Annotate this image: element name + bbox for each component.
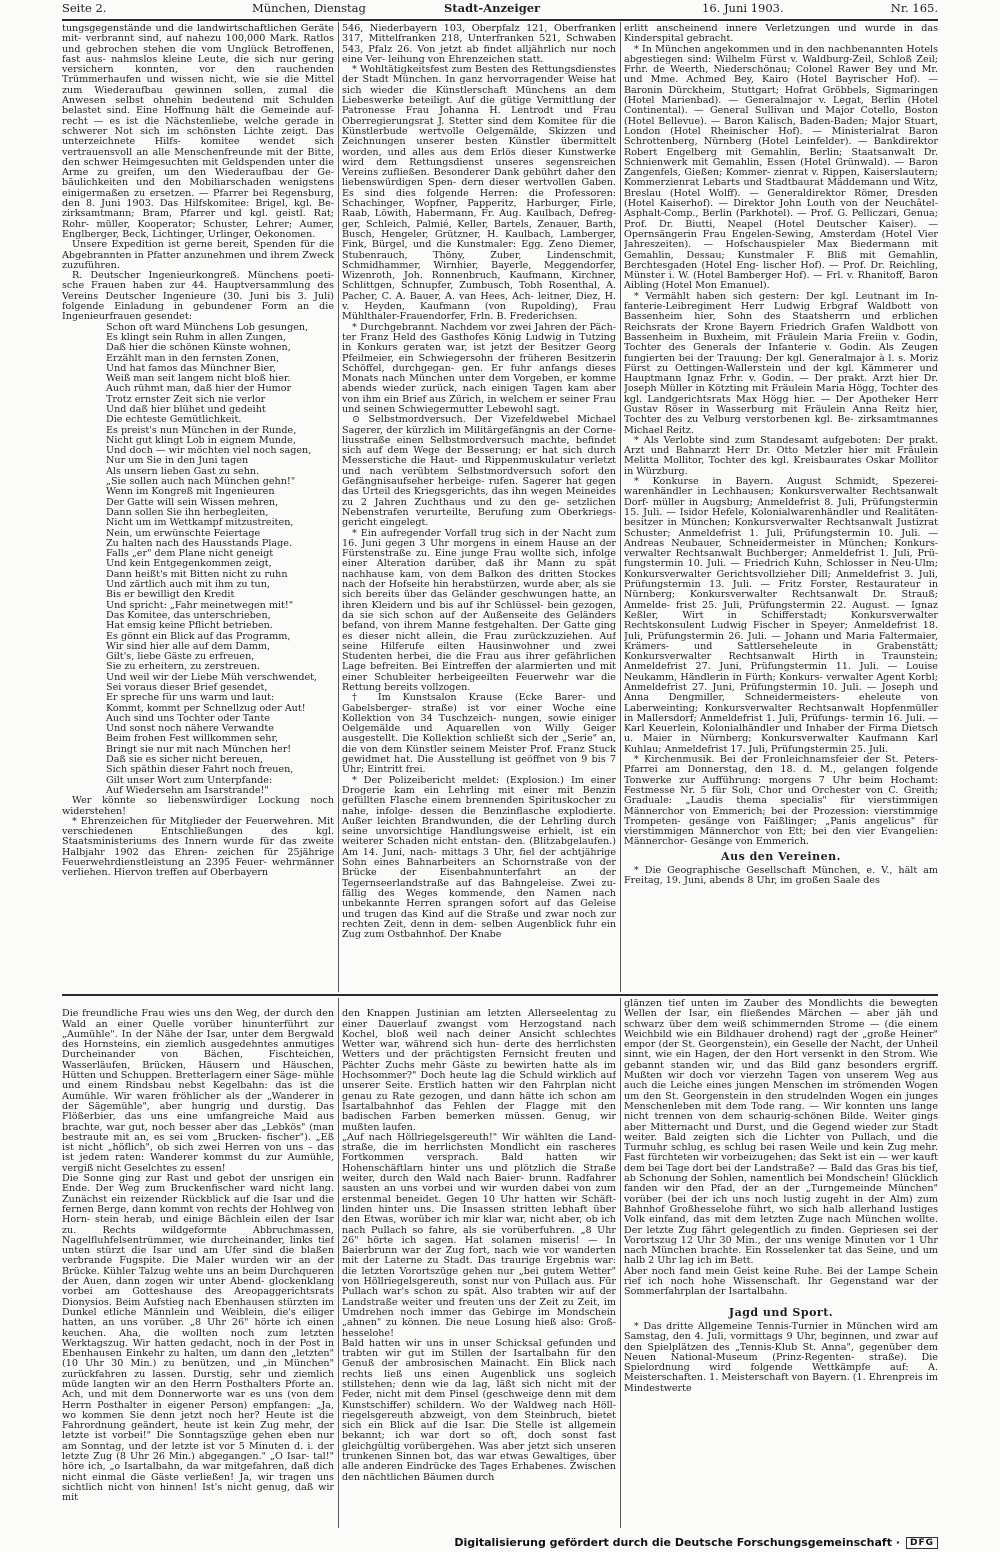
poem-line: Bringt sie nur mit nach München her! — [106, 743, 292, 755]
feuilleton-column-1 — [62, 999, 334, 1524]
poem-line: Und sonst noch nähere Verwandte — [106, 723, 274, 735]
paragraph: erlitt anscheinend innere Verletzungen und wurde in das Kinderspital gebracht. — [624, 24, 938, 45]
paragraph: * Als Verlobte sind zum Standesamt aufgeboten: Der prakt. Arzt und Bahnarzt Herr Dr. Otto Metzler hier mit Fräulein Melitta Mollitor, Tochter des kgl. Kreisbaurates Oskar Mollitor in Würzburg. — [624, 434, 938, 477]
poem-line: Es preist's nun München in der Runde, — [106, 424, 297, 436]
paragraph: * Durchgebrannt. Nachdem vor zwei Jahren der Päch- ter Franz Held des Gasthofes König Ludwig in Tutzing in Konkurs geraten war, ist jetzt der Besitzer Georg Pfeilmeier, ein Schwiegersohn der früheren Besitzerin Schöffel, durchgegan- gen. Er fuhr anfangs dieses Monats nach München unter dem Vorgeben, er komme abends wieder zurück, nach einigen Tagen kam aber von ihm ein Brief aus Zürich, in welchem er seiner Frau und seinen Schwiegermutter Lebewohl sagt. — [342, 321, 616, 415]
poem-line: Der Gatte will sein Wissen mehren, — [106, 496, 279, 508]
poem-line: Beim frohen Fest willkommen sehr, — [106, 733, 279, 745]
poem-line: Wir sind hier alle auf dem Damm, — [106, 640, 271, 652]
paragraph: † Im Kunstsalon Krause (Ecke Barer- und Gabelsberger- straße) ist vor einer Woche eine Kollektion von 34 Tuschzeich- nungen, sowie einiger Oelgemälde und Aquarellen von Willy Geiger ausgestellt. Die Kollektion schließt sich der „Serie" an, die von dem Künstler seinem Meister Prof. Franz Stuck gewidmet hat. Die Ausstellung ist geöffnet von 9 bis 7 Uhr; Eintritt frei. — [342, 692, 616, 776]
poem-line: Nicht gut klingt Lob in eignem Munde, — [106, 434, 296, 446]
paragraph: * Ehrenzeichen für Mitglieder der Feuerwehren. Mit verschiedenen Entschließungen des kgl. Staatsministeriums des Innern wurde für das zweite Halbjahr 1902 das Ehren- zeichen für 25jährige Feuerwehrdienstleistung an 2395 Feuer- wehrmänner verliehen. Hiervon treffen auf Oberbayern — [62, 815, 334, 879]
paragraph: Unsere Expedition ist gerne bereit, Spenden für die Abgebrannten in Pfatter anzunehmen und ihrem Zweck zuzuführen. — [62, 239, 334, 271]
poem-line: Und daß hier blühet und gedeiht — [106, 403, 266, 415]
feuilleton-text: glänzen tief unten im Zauber des Mondlichts die bewegten Wellen der Isar, ein fließendes Märchen — aber jäh und schwarz über dem weiß schimmernden Strome — (die einem Weichbild wie ein Bildhauer drohend) ragt der „große Heiner" empor (der St. Georgenstein), ein Geselle der Nacht, der Unheil sinnt, wie ein Hagen, der den Hort versenkt in den Strom. Wie gebannt standen wir, und das Bild ganz besonders ergriff. Mußten wir doch vor vierzehn Tagen von unserem Weg aus auch die Leiche eines jungen Menschen im strömenden Wogen um den St. Georgenstein in den strudelnden Wogen ein junges Menschenleben mit dem Tode rang. — Wir konnten uns lange nicht trennen von dem schaurig-schönen Bilde. Weiter gings aber Mitternacht und Durst, und die Gegend wieder zur Stadt weiter. Bald zeigten sich die Lichter von Pullach, und die Turmuhr schlug, es schlug bei rasen Weile und kein Zug mehr. Fast fürchteten wir vorbeizugehen; das Sekt ist ein — wer kauft dem bei Tage dort bei der Landstraße? — Bald das Gras bis tief, ab Schonung der Sohlen, namentlich bei Mondschein! Glücklich fanden wir den Pfad, der an der „Turngemeinde München" vorüber (bei der ich uns noch lustig zugeht in der Alm) zum Bahnhof Großhesselohe führt, wo sich halb allerhand lustiges Volk einfand, das mit dem letzten Zuge nach München wollte. Der letzte Zug fährt gelegentlich zu finden. Gepriesen sei der Vorortszug 12 Uhr 30 Min., der uns wenige Minuten vor 1 Uhr nach München brachte. Ein Rosselenker tat das Seine, und um halb 2 Uhr lag ich im Bett. Aber noch fand mein Geist keine Ruhe. Bei der Lampe Schein rief ich noch hohe Wissenschaft. Ihr Gegenstand war der Sommerfahrplan der Isartalbahn. — [624, 999, 938, 1298]
poem-line: Nein, um erwünschte Feiertage — [106, 527, 261, 539]
poem-line: Auf Wiedersehn am Isarstrande!" — [106, 784, 269, 796]
paragraph: Wer könnte so liebenswürdiger Lockung noch widerstehen! — [62, 795, 334, 817]
paragraph: R. Deutscher Ingenieurkongreß. Münchens poeti- sche Frauen haben zur 44. Hauptversammlung des Vereins Deutscher Ingenieure (30. Juni bis 3. Juli) folgende Einladung in gebundener Form an die Ingenieurfrauen gesendet: — [62, 270, 334, 323]
poem-line: Und weil wir der Liebe Müh verschwendet, — [106, 671, 318, 683]
poem-line: Kommt, kommt per Schnellzug oder Aut! — [106, 702, 306, 714]
page-header — [62, 0, 938, 17]
city-day: München, Dienstag — [252, 1, 366, 15]
paragraph: * Vermählt haben sich gestern: Der kgl. Leutnant im In- fanterie-Leibregiment Herr Ludwig Erbgraf Waldbott von Bassenheim hier, Sohn des Staatsherrn und erblichen Reichsrats der Krone Bayern Friedrich Grafen Waldbott von Bassenheim in Buxheim, mit Fräulein Maria Freiin v. Godin, Tochter des Generals der Infanterie v. Godin. Als Zeugen fungierten bei der Trauung: Der kgl. Generalmajor à l. s. Moriz Fürst zu Oettingen-Wallerstein und der kgl. Kämmerer und Hauptmann Ignaz Frhr. v. Godin. — Der prakt. Arzt hier Dr. Joseph Müller in Kötzting mit Fräulein Maria Högg, Tochter des kgl. Landgerichtsrats Max Högg hier. — Der Apotheker Herr Gustav Röser in Wasserburg mit Fräulein Anna Reitz hier, Tochter des zu Velburg verstorbenen kgl. Be- zirksamtmannes Michael Reitz. — [624, 290, 938, 436]
feuilleton-rule — [62, 994, 938, 996]
poem-line: Gilt's, liebe Gäste zu erfreuen, — [106, 651, 255, 663]
poem-line: Dann heißt's mit Bitten nicht zu ruhn — [106, 568, 288, 580]
paragraph: * In München angekommen und in den nachbenannten Hotels abgestiegen sind: Wilhelm Fürst v. Waldburg-Zeil, Schloß Zeil; Frhr. de Weerth, Niederschönau; Colonel Rawer Bey und Mr. und Mme. Achmed Bey, Kairo (Hotel Bayrischer Hof). — Baronin Dürckheim, Stuttgart; Hofrat Gröbbels, Sigmaringen (Hotel Marienbad). — Generalmajor v. Legat, Berlin (Hotel Continental). — General Sullivan und Major Cotello, Boston (Hotel Bellevue). — Baron Kalisch, Baden-Baden; Major Stuart, London (Hotel Rheinischer Hof). — Ministerialrat Baron Schrottenberg, Nürnberg (Hotel Leinfelder). — Bankdirektor Robert Engelberg mit Gemahlin, Berlin; Staatsanwalt Dr. Schnienwerk mit Gemahlin, Essen (Hotel Grünwald). — Baron Zangenfels, Gießen; Kommer- zienrat v. Rippen, Kaiserslautern; Kommerzienrat Lebarts und Stadtbaurat Mäddemann und Witz, Breslau (Hotel Wolff). — Generaldirektor Römer, Dresden (Hotel Kaiserhof). — Direktor John Louth von der Neuchâtel-Asphalt-Comp., Berlin (Parkhotel). — Prof. G. Pelliczari, Genua; Prof. Dr. Biutti, Neapel (Hotel Deutscher Kaiser). — Opernsängerin Frau Engelen-Sewing, Amsterdam (Hotel Vier Jahreszeiten). — Hofschauspieler Max Biedermann mit Gemahlin, Dessau; Kunstmaler F. Bliß mit Gemahlin, Berchtesgaden (Hotel Eng- lischer Hof). — Prof. Dr. Reichling, Münster i. W. (Hotel Bamberger Hof). — Frl. v. Rhanitoff, Baron Aibling (Hotel Mon Emanuel). — [624, 43, 938, 292]
poem-line: Weiß man seit langem nicht bloß hier. — [106, 373, 291, 385]
paragraph: tungsgegenstände und die landwirtschaftlichen Geräte mit- verbrannt sind, auf nahezu 100,000 Mark. Ratlos und gebrochen stehen die vom Unglück Betroffenen, fast aus- nahmslos kleine Leute, die sich nur gering versichern konnten, vor den rauchenden Trümmerhaufen und wissen nicht, wie sie die Mittel zum Wiederaufbau gewinnen sollen, zumal die Anwesen selbst ohnehin bedeutend mit Schulden belastet sind. Eine Hoffnung hält die Gemeinde auf- recht — es ist die Nächstenliebe, welche gerade in schwerer Not sich im schönsten Lichte zeigt. Das unterzeichnete Hilfs- komitee wendet sich vertrauensvoll an alle Menschenfreunde mit der Bitte, den schwer Heimgesuchten mit Geldspenden unter die Arme zu greifen, um den Wiederaufbau der Ge- bäulichkeiten und den Mobiliarschaden wenigstens einigermaßen zu ersetzen. — Pfarrer bei Regensburg, den 8. Juni 1903. Das Hilfskomitee: Brigel, kgl. Be- zirksamtmann; Bram, Pfarrer und kgl. geistl. Rat; Rohr- müller, Kooperator; Schuster, Lehrer; Aumer, Englberger, Beck, Lichtinger, Urlinger, Oekonomen. — [62, 24, 334, 240]
poem-line: Sei voraus dieser Brief gesendet, — [106, 682, 268, 693]
column-divider — [338, 998, 339, 1528]
issue-number: Nr. 165. — [890, 1, 938, 15]
poem-line: Erzählt man in den fernsten Zonen, — [106, 352, 280, 364]
credit-text: Digitalisierung gefördert durch die Deutsche Forschungsgemeinschaft · — [454, 1536, 900, 1549]
poem — [62, 323, 334, 797]
poem-line: Er spreche für uns warm und laut: — [106, 692, 275, 704]
poem-line: Hat emsig keine Pflicht betrieben. — [106, 620, 273, 632]
header-rule — [62, 19, 938, 21]
poem-line: Auch rühmt man, daß hier der Humor — [106, 383, 292, 395]
poem-line: Dann sollen Sie ihn herbegleiten, — [106, 506, 269, 518]
poem-line: Daß hier die schönen Künste wohnen, — [106, 342, 291, 354]
poem-line: Sich späthin dieser Fahrt noch freuen, — [106, 764, 294, 776]
poem-line: Bis er bewilligt den Kredit — [106, 589, 235, 601]
paragraph: * Die Geographische Gesellschaft München, e. V., hält am Freitag, 19. Juni, abends 8 Uhr, im großen Saale des — [624, 865, 938, 887]
paragraph: * Konkurse in Bayern. August Schmidt, Spezerei- warenhändler in Lechhausen; Konkursverwalter Rechtsanwalt Dorf- müller in Augsburg; Anmeldefrist 8. Juli, Prüfungstermin 15. Juli. — Isidor Hefele, Kolonialwarenhändler und Realitäten- besitzer in München; Konkursverwalter Rechtsanwalt Justizrat Schuster; Anmeldefrist 1. Juli, Prüfungstermin 10. Juli. — Andreas Neubauer, Schneidermeister in München; Konkurs- verwalter Rechtsanwalt Buchberger; Anmeldefrist 1. Juli, Prü- fungstermin 10. Juli. — Friedrich Kuhn, Schlosser in Neu-Ulm; Konkursverwalter Gerichtsvollzieher Dill; Anmeldefrist 3. Juli, Prüfungstermin 13. Juli. — Fritz Forster, Restaurateur in Nürnberg; Konkursverwalter Rechtsanwalt Dr. Strauß; Anmelde- frist 25. Juli, Prüfungstermin 22. August. — Ignaz Keßler, Wirt in Schifferstadt; Konkursverwalter Rechtskonsulent Ludwig Fischer in Speyer; Anmeldefrist 18. Juli, Prüfungstermin 26. Juli. — Johann und Maria Faltermaier, Krämers- und Sattlerseheleute in Grabenstätt; Konkursverwalter Rechtsanwalt Hirth in Traunstein; Anmeldefrist 27. Juni, Prüfungstermin 11. Juli. — Louise Neukamm, Händlerin in Fürth; Konkurs- verwalter Agent Korbl; Anmeldefrist 27. Juni, Prüfungstermin 10. Juli. — Joseph und Anna Dengmiller, Schneidermeisters- eheleute von Laberweinting; Konkursverwalter Rechtsanwalt Hopfenmüller in Mallersdorf; Anmeldefrist 1. Juli, Prüfungs- termin 16. Juli. — Karl Keuerlein, Kolonialhändler und Inhaber der Firma Dietsch u. Maier in Nürnberg; Konkursverwalter Kaufmann Karl Kuhlau; Anmeldefrist 17. Juli, Prüfungstermin 25. Juli. — [624, 476, 938, 755]
poem-line: Als unsern lieben Gast zu sehn. — [106, 465, 260, 477]
issue-date: 16. Juni 1903. — [702, 1, 784, 15]
paragraph: ⊙ Selbstmordversuch. Der Vizefeldwebel Michael Sagerer, der kürzlich im Militärgefängnis an der Corne- liusstraße einen Selbstmordversuch machte, befindet sich auf dem Wege der Besserung; er hat sich durch Messerstiche die Haut- und Rippenmuskulatur verletzt und nach verübtem Selbstmordversuch sofort den Gefängnisaufseher herbeige- rufen. Sagerer hat gegen das Urteil des Kriegsgerichts, das ihn wegen Meineides zu 2 Jahren Zuchthaus und zu den ge- setzlichen Nebenstrafen verurteilte, Berufung zum Oberkriegs- gericht eingelegt. — [342, 414, 616, 529]
poem-line: Sie zu erheitern, zu zerstreuen. — [106, 661, 260, 673]
poem-line: Es gönnt ein Blick auf das Programm, — [106, 630, 291, 642]
column-divider — [338, 22, 339, 992]
poem-line: Und doch — wir möchten viel noch sagen, — [106, 445, 312, 457]
poem-line: Falls „er" dem Plane nicht geneigt — [106, 548, 274, 560]
paragraph: * Wohltätigkeitsfest zum Besten des Rettungsdienstes der Stadt München. In ganz hervorragender Weise hat sich wieder die Künstlerschaft Münchens an dem Liebeswerke beteiligt. Auf die gütige Vermittlung der Patronesse Frau Johanna H. Lentrodt und Frau Oberregierungsrat J. Stetter sind dem Komitee für die Künstlerbude wertvolle Oelgemälde, Skizzen und Zeichnungen unserer besten Künstler übermittelt worden, und alles aus dem Erlös dieser Kunstwerke wird dem Rettungsdienst unseres segensreichen Vereins zufließen. Besonderer Dank gebührt daher den liebenswürdigen Spen- dern dieser wertvollen Gaben. Es sind dies folgende Herren: die Professoren: Schachinger, Wopfner, Papperitz, Harburger, Firle, Raab, Löwith, Habermann, Fr. Aug. Kaulbach, Defreg- ger, Schleich, Palmié, Keller, Bartels, Zenauer, Barth, Busch, Hengeler, Grützner, H. Kaulbach, Lamberger, Fink, Bürgel, und die Kunstmaler: Egg. Zeno Diemer, Stubenrauch, Thöny, Zuber, Lindenschmit, Schmidhammer, Wirnhier, Bayerle, Meggendorfer, Wizenroth, Joh. Ronnenbruch, Kaufmann, Kirchner, Schlittgen, Schnupfer, Zumbusch, Tobh Rosenthal, A. Pacher, C. A. Bauer, A. van Hees, Ach- leitner, Diez, H. v. Heyden, Kaufmann (von Rupolding), Frau Mühlthaler-Frauendorfer, Frln. B. Frederichsen. — [342, 64, 616, 323]
column-2 — [342, 24, 616, 989]
page-number: Seite 2. — [62, 1, 107, 15]
poem-line: Daß sie es sicher nicht bereuen, — [106, 754, 263, 766]
poem-line: Auch sind uns Tochter oder Tante — [106, 712, 270, 724]
feuilleton-column-2 — [342, 999, 616, 1524]
paragraph: * Das dritte Allgemeine Tennis-Turnier in München wird am Samstag, den 4. Juli, vormittags 9 Uhr, beginnen, und zwar auf den Spielplätzen des „Tennis-Klub St. Anna", gegenüber dem Neuen National-Museum (Prinz-Regenten- straße). Die Spielordnung wird folgende Wettkämpfe auf: A. Meisterschaften. 1. Meisterschaft von Bayern. (1. Ehrenpreis im Mindestwerte — [624, 1320, 938, 1394]
feuilleton-text: den Knappen Justinian am letzten Allerseelentag zu einer Dauerlauf zwangst vom Herzogstand nach Kochel, bloß weil nach deiner Ansicht schlechtes Wetter war, während sich hun- derte des herrlichsten Wetters und der prächtigsten Fernsicht freuten und Pächter Zuchs mehr Gäste zu bewirten hatte als im Hochsommer?" Doch heute lag die Schuld wirklich auf unserer Seite. Erstlich hatten wir den Fahrplan nicht genau zu Rate gezogen, und dann hätte ich schon am Isartalbahnhof das Fehlen der Flagge mit den badischen Farben bemerken müssen. Genug, wir mußten laufen. „Auf nach Höllriegelsgereuth!" Wir wählten die Land- straße, die im herrlichsten Mondlicht ein rascheres Fortkommen versprach. Bald hatten wir Hohenschäftlarn hinter uns und plötzlich die Straße weiter, durch den Wald nach Baier- brunn. Radfahrer sausten an uns vorbei und wir wurden dabei von zum erstenmal beneidet. Gegen 10 Uhr hatten wir Schäft- linden hinter uns. Die Insassen stritten lebhaft über den Etwas, worüber ich mir klar war, nicht aber, ob ich nach Pullach so fahre, als sie vorüberfuhren. „8 Uhr 26" hörte ich sagen. Hat solamen miseris! — In Baierbrunn war der Zug fort, nach wie vor wanderten mit der Laterne zu Stadt. Das traurige Ergebnis war: die letzten Vorortszüge gehen nur „bei gutem Wetter" von Höllriegelsgereuth, sonst nur von Pullach aus. Für Pullach war's schon zu spät. Also trabten wir auf der Landstraße weiter und freuten uns der Zeit zu Zeit, im Umdrehen noch immer das Gebirge im Mondschein „ahnen" zu können. Die neue Losung hieß also: Groß- hesselohe! Bald hatten wir uns in unser Schicksal gefunden und trabten wir gut im Stillen der Isartalbahn für den Genuß der ambrosischen Mainacht. Ein Blick nach rechts ließ uns einen Augenblick uns sogleich stillstehen; denn wie da lag, läßt sich nicht mit der Feder, nicht mit dem Pinsel (geschweige denn mit dem Kunstschiffer) schildern. Wo der Waldweg nach Höll- riegelsgereuth abzweigt, von dem Steinbruch, bietet sich ein Blick auf die Isar. Die Stelle ist allgemein bekannt; ich war dort so oft, doch sonst fast gleichgültig vorübergehen. Was aber jetzt sich unseren trunkenen Sinnen bot, das war etwas Gewaltiges, über alle anderen Eindrücke des Tages Erhabenes. Zwischen den nächtlichen Bäumen durch — [342, 1008, 616, 1483]
poem-line: Wenn im Kongreß mit Ingenieuren — [106, 486, 275, 498]
section-heading-vereine: Aus den Vereinen. — [721, 849, 841, 863]
column-3 — [624, 24, 938, 989]
section-heading-sport: Jagd und Sport. — [728, 1305, 834, 1319]
dfg-logo: DFG — [906, 1537, 938, 1549]
column-1 — [62, 24, 334, 989]
poem-line: Zu halten nach des Hausstands Plage. — [106, 537, 293, 549]
paragraph: 546, Niederbayern 103, Oberpfalz 121, Oberfranken 317, Mittelfranken 218, Unterfranken 521, Schwaben 543, Pfalz 26. Von jetzt ab findet alljährlich nur noch eine Ver- leihung von Ehrenzeichen statt. — [342, 24, 616, 65]
poem-line: Das Komitee, das unterschrieben, — [106, 609, 271, 621]
poem-line: Es klingt sein Ruhm in allen Zungen, — [106, 331, 286, 343]
feuilleton-text: Die freundliche Frau wies uns den Weg, der durch den Wald an einer Quelle vorüber hinunterführt zur „Aumühle". In der Nähe der Isar, unter dem Bergwald des Hornsteins, ein ziemlich ausgedehntes anmutiges Durcheinander von Bächen, Fischteichen, Wasserläufen, Brücken, Häusern und Häuschen, Hütten und Schuppen. Bretterlagern einer Säge- mühle und einem Rindsbau nebst Kegelbahn: das ist die Aumühle. Wir waren fröhlicher als der „Wanderer in der Sägemühle", aber hungrig und durstig. Das Flößerbier, das uns eine umfangreiche Maid aus brachte, war gut, noch besser aber das „Lebkös" (man bestraute mit an, es sei vom „Brucken- fischer"). „Eß ist nicht „höflich", ob sich zwei Herren von uns – das ist jedem raten: Wanderer kommst du zur Aumühle, vergiß nicht Geselchtes zu essen! Die Sonne ging zur Rast und gebot der unsrigen ein Ende. Der Weg zum Bruckenfischer ward nicht lang. Zunächst ein reizender Rückblick auf die Isar und die fernen Berge, dann kommt von rechts der Hohlweg von Horn- stein herab, und einige Bächlein eilen der Isar zu. Rechts wildgeformte Abbruchmassen, Nagelfluhfelsentrümmer, wie durcheinander, links tief unten stürzt die Isar und am Ufer sind die blaßen verbrande Fugspite. Die Maler wurden wir an der Brücke. Kühler Talzug wehte uns an beim Durchqueren der Auen, dann zogen wir unter Abend- glockenklang vorbei am Gotteshause des Areopaggerichtsrats Dionysios. Beim Aufstieg nach Ebenhausen stürzten im Dunkel etliche Männlein und Weiblein, die's eiliger hatten, an uns vorüber. „8 Uhr 26" hörte ich einen keuchen. Aha, die wollten noch zum letzten Werktagszug. Wir hatten gedacht, noch in der Post in Ebenhausen Einkehr zu halten, um dann den „letzten" (10 Uhr 30 Min.) zu benützen, und „in München" zurückfahren zu lassen. Durstig, sehr und ziemlich müde langten wir an den Herrn Posthalters Pforte an. Ach, und mit dem Donnerworte war es uns (von dem Herrn Posthalter in eigener Person) empfangen: „Ja, wo kommen Sie denn jetzt noch her? Heute ist die Fahrordnung geändert, heute ist kein Zug mehr, der letzte ist vorbei!" Die Sonntagszüge gehen eben nur am Sonntag, und der letzte ist vor 5 Minuten d. i. der letzte Zug (8 Uhr 26 Min.) abgegangen." „O Isar- tal!" höre ich, „o Isartalbahn, da war mitgefahren, daß dich nicht einmal die Gäste verließen! Ja, wir tragen uns sichtlich nicht von hinnen! Ist's nicht genug, daß wir mit — [62, 1008, 334, 1504]
poem-line: Trotz ernster Zeit sich nie verlor — [106, 393, 266, 405]
poem-line: Nicht um im Wettkampf mitzustreiten, — [106, 517, 294, 529]
digitization-credit — [454, 1536, 938, 1549]
poem-line: Und hat famos das Münchner Bier, — [106, 362, 276, 374]
poem-line: „Sie sollen auch nach München gehn!" — [106, 476, 296, 488]
paragraph: * Ein aufregender Vorfall trug sich in der Nacht zum 16. Juni gegen 3 Uhr morgens in einem Hause an der Fürstenstraße zu. Eine junge Frau wollte sich, infolge einer Alteration darüber, daß ihr Mann zu spät nachhause kam, von dem Balkon des dritten Stockes nach der Hofseite hin herabstürzen, wurde aber, als sie sich bereits über das Geländer geschwungen hatte, an ihren Kleidern und bis auf ihr Schlüssel- bein gezogen, da sie sich schon auf der Außenseite des Geländers befand, von ihrem Manne festgehalten. Der Gatte ging es dieser nicht allein, die Frau zurückzuziehen. Auf seine Hilferufe eilten Hausinwohner und zwei Studenten herbei, die die Frau aus ihrer gefährlichen Lage befreiten. Bei Eintreffen der alarmierten und mit einer Schubleiter herbeigeeilten Feuerwehr war die Rettung bereits vollzogen. — [342, 527, 616, 693]
poem-line: Die echteste Gemütlichkeit. — [106, 414, 242, 426]
poem-line: Und spricht: „Fahr meinetwegen mit!" — [106, 599, 294, 611]
column-divider — [620, 998, 621, 1528]
poem-line: Nur um Sie in den Juni tagen — [106, 455, 249, 467]
paper-title: Stadt-Anzeiger — [444, 1, 541, 15]
poem-line: Und zärtlich auch mit ihm zu tun, — [106, 579, 270, 591]
column-divider — [620, 22, 621, 992]
poem-line: Schon oft ward Münchens Lob gesungen, — [106, 321, 309, 333]
paragraph: * Kirchenmusik. Bei der Fronleichnamsfeier der St. Peters-Pfarrei am Donnerstag, den 18. d. M., gelangen folgende Tonwerke zur Aufführung: morgens 7 Uhr beim Hochamt: Festmesse Nr. 5 für Soli, Chor und Orchester von C. Greith; Graduale: „Laudis thema specialis" für vierstimmigen Männerchor von Emmerich; bei der Prozession: vierstimmige Trompeten- gesänge von Faißlinger; „Panis angelicus" für vierstimmigen Männerchor von Ett; bei den vier Evangelien: Männerchor- Gesänge von Emmerich. — [624, 754, 938, 848]
poem-line: Und kein Entgegenkommen zeigt, — [106, 558, 272, 570]
poem-line: Gilt unser Wort zum Unterpfande: — [106, 774, 273, 786]
feuilleton-column-3 — [624, 999, 938, 1524]
paragraph: * Der Polizeibericht meldet: (Explosion.) Im einer Drogerie kam ein Lehrling mit einer mit Benzin gefüllten Flasche einem brennenden Spirituskocher zu nahe, infolge- dessen die Benzinflasche explodierte. Außer leichten Brandwunden, die der Lehrling durch seine unvorsichtige Handlungsweise erhielt, ist ein weiterer Schaden nicht entstan- den. (Blitzabgelaufen.) Am 14. Juni, nach- mittags 3 Uhr, fiel der achtjährige Sohn eines Bahnarbeiters an Schornstraße von der Brücke der Eisenbahnunterfahrt an der Tegernseerlandstraße auf das Bahngeleise. Zwei zu- fällig des Weges kommende, den Namen nach unbekannte Herren sprangen sofort auf das Geleise und trugen das Kind auf die Straße und zwar noch zur rechten Zeit, denn in dem- selben Augenblick fuhr ein Zug zum Ostbahnhof. Der Knabe — [342, 774, 616, 941]
